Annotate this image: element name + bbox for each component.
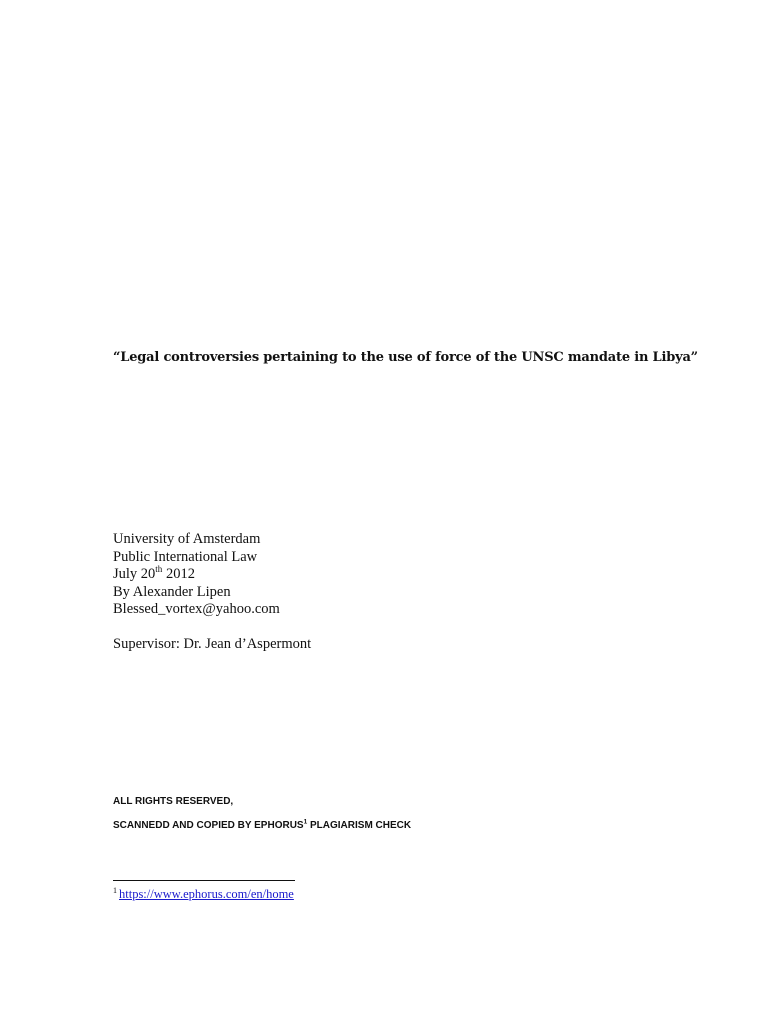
university-name: University of Amsterdam (113, 531, 261, 547)
supervisor-line: Supervisor: Dr. Jean d’Aspermont (113, 636, 312, 652)
date-superscript: th (155, 564, 163, 575)
program-name: Public International Law (113, 548, 258, 565)
document-title: “Legal controversies pertaining to the use of force of the UNSC mandate in Libya” (113, 350, 698, 365)
footnote-separator (113, 880, 295, 881)
author-email: Blessed_vortex@yahoo.com (113, 601, 280, 617)
author-info-block (113, 531, 280, 619)
footnote (113, 887, 294, 902)
rights-reserved-notice: ALL RIGHTS RESERVED, (113, 796, 234, 807)
plagiarism-notice-suffix: PLAGIARISM CHECK (307, 820, 412, 831)
document-date (113, 566, 280, 584)
footnote-number: 1 (113, 885, 117, 895)
footnote-reference-marker: 1 (303, 818, 308, 826)
date-prefix: July 20 (113, 566, 156, 582)
date-suffix: 2012 (162, 566, 195, 582)
author-name: By Alexander Lipen (113, 583, 231, 600)
footnote-link[interactable]: https://www.ephorus.com/en/home (119, 887, 294, 901)
plagiarism-check-notice (113, 820, 411, 831)
plagiarism-notice-prefix: SCANNEDD AND COPIED BY EPHORUS (113, 820, 304, 831)
